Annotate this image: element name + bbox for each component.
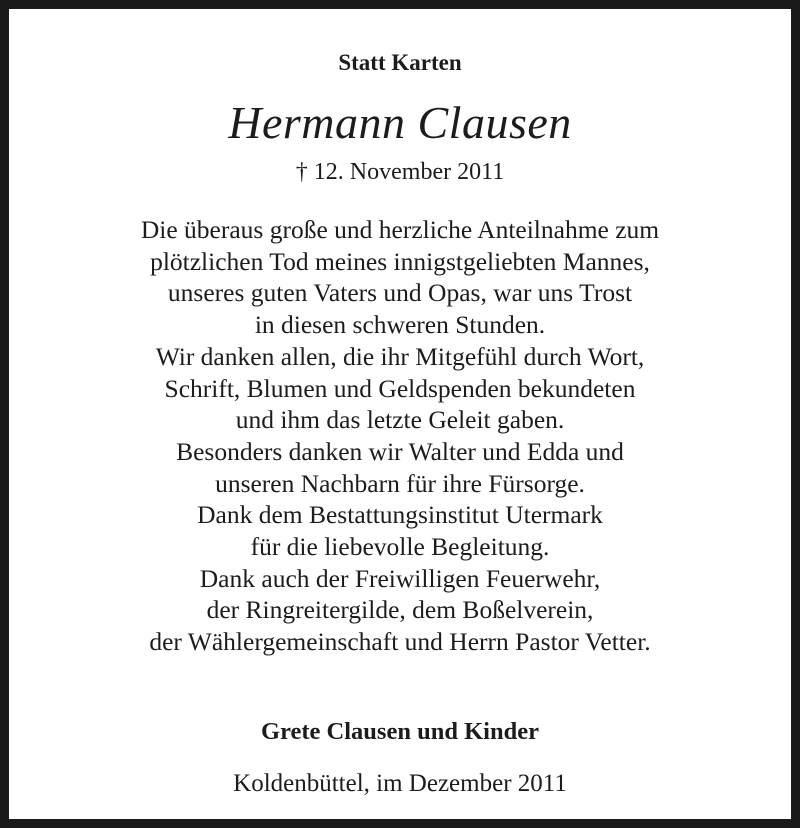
thank-you-text <box>18 214 782 658</box>
body-line: plötzlichen Tod meines innigstgeliebten Mannes, <box>150 246 650 276</box>
body-line: für die liebevolle Begleitung. <box>250 532 550 562</box>
death-date: † 12. November 2011 <box>295 159 505 185</box>
body-line: in diesen schweren Stunden. <box>254 310 546 340</box>
place-date: Koldenbüttel, im Dezember 2011 <box>233 770 567 797</box>
notice-header-label: Statt Karten <box>338 50 462 75</box>
body-line: Wir danken allen, die ihr Mitgefühl durch Wort, <box>155 341 645 371</box>
body-line: Besonders danken wir Walter und Edda und <box>176 436 624 466</box>
body-line: Dank auch der Freiwilligen Feuerwehr, <box>199 563 601 593</box>
notice-content <box>18 18 782 810</box>
body-line: der Ringreitergilde, dem Boßelverein, <box>206 595 594 625</box>
deceased-name: Hermann Clausen <box>228 97 572 148</box>
body-line: und ihm das letzte Geleit gaben. <box>235 405 565 435</box>
body-line: Die überaus große und herzliche Anteilnahme zum <box>140 215 660 244</box>
signature: Grete Clausen und Kinder <box>261 718 539 745</box>
body-line: unseres guten Vaters und Opas, war uns Trost <box>167 278 633 308</box>
body-line: unseren Nachbarn für ihre Fürsorge. <box>215 468 585 498</box>
body-line: Schrift, Blumen und Geldspenden bekundeten <box>164 373 636 403</box>
body-line: Dank dem Bestattungsinstitut Utermark <box>197 500 603 530</box>
body-line: der Wählergemeinschaft und Herrn Pastor Vetter. <box>149 627 651 657</box>
